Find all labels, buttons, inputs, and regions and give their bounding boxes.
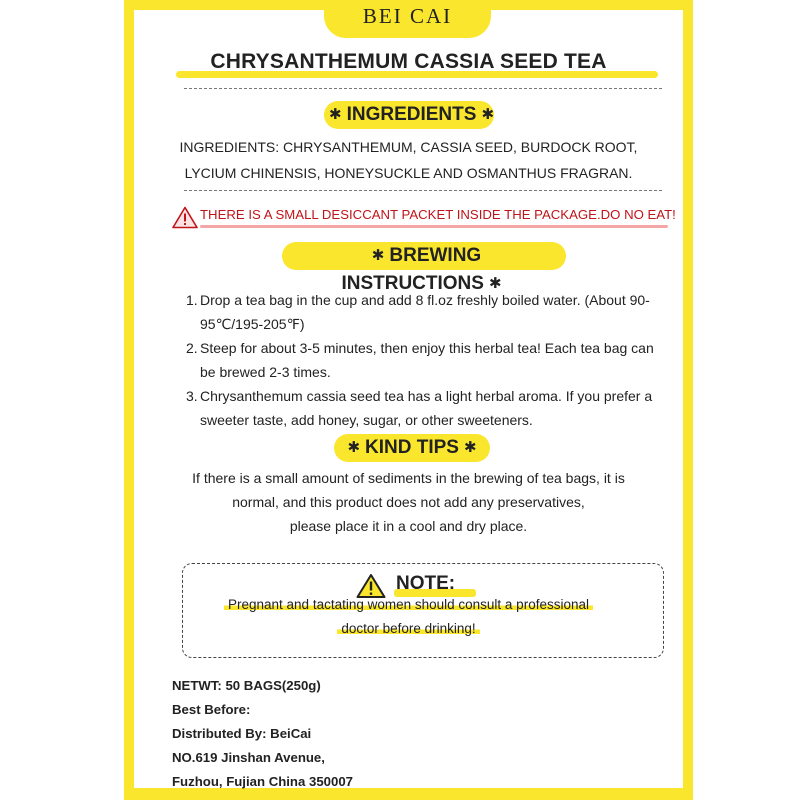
address-line-1: NO.619 Jinshan Avenue, (172, 750, 325, 765)
ingredients-line-1: INGREDIENTS: CHRYSANTHEMUM, CASSIA SEED, BURDOCK ROOT, (179, 139, 638, 155)
brewing-heading (282, 242, 566, 294)
brewing-steps (178, 288, 658, 432)
ingredients-line-2: LYCIUM CHINENSIS, HONEYSUCKLE AND OSMANTHUS FRAGRAN. (184, 165, 633, 181)
product-title: CHRYSANTHEMUM CASSIA SEED TEA (210, 50, 607, 73)
list-item (178, 288, 658, 336)
kind-tips-heading (334, 434, 490, 462)
warning-triangle-icon (356, 573, 386, 599)
divider (184, 88, 662, 89)
warning-underline (200, 225, 668, 228)
kind-tips-heading-text: KIND TIPS (365, 437, 459, 458)
kind-tips-line-1: If there is a small amount of sediments in the brewing of tea bags, it is (192, 470, 625, 486)
ingredients-heading-text: INGREDIENTS (346, 104, 477, 125)
label-panel (134, 4, 683, 789)
note-heading (356, 573, 474, 599)
step-text: Chrysanthemum cassia seed tea has a light herbal aroma. If you prefer a sweeter taste, add honey, sugar, or other sweeteners. (200, 388, 653, 428)
note-line-2 (134, 621, 683, 636)
star-icon: ✱ (488, 275, 502, 292)
divider (184, 190, 662, 191)
note-text: doctor before drinking! (337, 621, 479, 636)
star-icon: ✱ (371, 247, 385, 264)
note-label: NOTE: (396, 573, 456, 594)
warning-text: THERE IS A SMALL DESICCANT PACKET INSIDE THE PACKAGE.DO NO EAT! (200, 207, 676, 222)
step-text: Steep for about 3-5 minutes, then enjoy this herbal tea! Each tea bag can be brewed 2-3 times. (200, 340, 654, 380)
star-icon: ✱ (481, 106, 495, 123)
list-item (178, 384, 658, 432)
net-weight: NETWT: 50 BAGS(250g) (172, 678, 321, 693)
desiccant-warning (166, 206, 676, 230)
kind-tips-line-2: normal, and this product does not add any preservatives, (232, 494, 585, 510)
step-text: Drop a tea bag in the cup and add 8 fl.oz freshly boiled water. (About 90-95℃/195-205℉) (200, 292, 650, 332)
brand-tab (324, 0, 491, 38)
distributor: Distributed By: BeiCai (172, 726, 312, 741)
note-line-1 (134, 597, 683, 612)
label-frame (124, 0, 693, 800)
address-line-2: Fuzhou, Fujian China 350007 (172, 774, 353, 789)
step-number: 2. (186, 340, 198, 356)
product-info (172, 674, 353, 794)
list-item (178, 336, 658, 384)
brewing-heading-text: BREWING INSTRUCTIONS (341, 245, 484, 294)
kind-tips-line-3: please place it in a cool and dry place. (289, 518, 528, 534)
star-icon: ✱ (329, 106, 342, 123)
note-text: Pregnant and tactating women should consult a professional (224, 597, 593, 612)
brand-name: BEI CAI (362, 4, 453, 28)
star-icon: ✱ (463, 439, 477, 456)
ingredients-heading (324, 101, 494, 129)
star-icon: ✱ (347, 439, 361, 456)
step-number: 1. (186, 292, 198, 308)
warning-triangle-icon (172, 206, 198, 229)
step-number: 3. (186, 388, 198, 404)
best-before: Best Before: (172, 702, 251, 717)
